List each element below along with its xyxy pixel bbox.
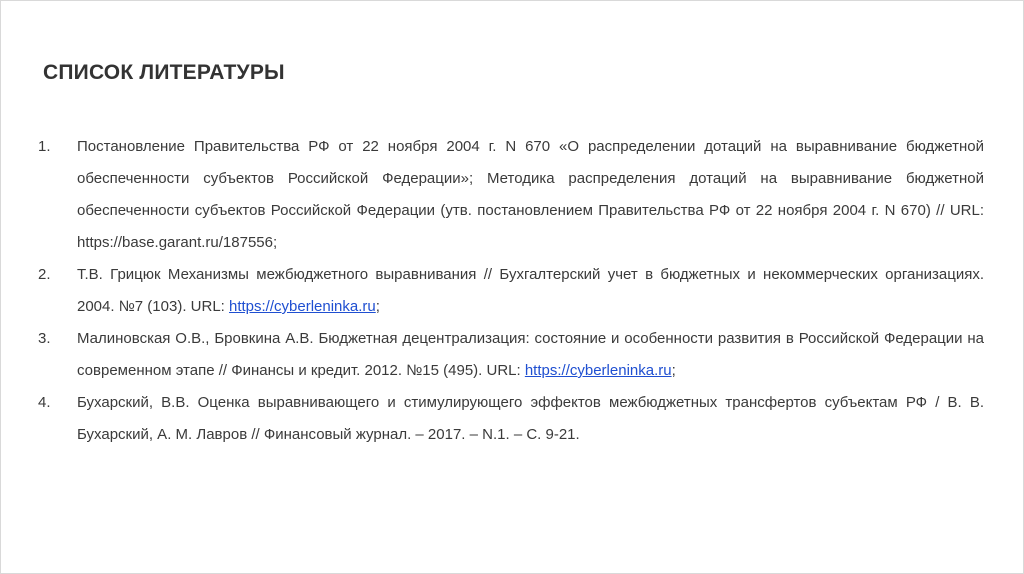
reference-body: Бухарский, В.В. Оценка выравнивающего и стимулирующего эффектов межбюджетных трансфертов субъектам РФ / В. В. Бухарский, А. М. Лавров // Финансовый журнал. – 2017. – N.1. – С. 9-21. (77, 394, 984, 443)
reference-body: Т.В. Грицюк Механизмы межбюджетного выравнивания // Бухгалтерский учет в бюджетных и некоммерческих организациях. 2004. №7 (103). URL: (77, 266, 984, 315)
reference-text (77, 323, 984, 387)
slide-title: СПИСОК ЛИТЕРАТУРЫ (43, 61, 285, 84)
reference-number: 3. (38, 330, 51, 347)
reference-text (77, 131, 984, 259)
reference-suffix: ; (671, 362, 676, 379)
reference-list (38, 131, 984, 451)
reference-number: 1. (38, 138, 51, 155)
reference-suffix: ; (375, 298, 380, 315)
reference-link[interactable]: https://cyberleninka.ru (524, 362, 672, 379)
reference-body: Малиновская О.В., Бровкина А.В. Бюджетная децентрализация: состояние и особенности развития в Российской Федерации на современном этапе // Финансы и кредит. 2012. №15 (495). URL: (77, 330, 984, 379)
reference-body: Постановление Правительства РФ от 22 ноября 2004 г. N 670 «О распределении дотаций на выравнивание бюджетной обеспеченности субъектов Российской Федерации»; Методика распределения дотаций на выравнивание бюджетной обеспеченности субъектов Российской Федерации (утв. постановлением Правительства РФ от 22 ноября 2004 г. N 670) // URL: https://base.garant.ru/187556; (77, 138, 984, 251)
reference-number: 4. (38, 394, 51, 411)
reference-text (77, 387, 984, 451)
reference-text (77, 259, 984, 323)
reference-item-4 (38, 387, 984, 451)
reference-item-1 (38, 131, 984, 259)
reference-item-3 (38, 323, 984, 387)
reference-item-2 (38, 259, 984, 323)
reference-link[interactable]: https://cyberleninka.ru (229, 298, 376, 315)
reference-number: 2. (38, 266, 51, 283)
